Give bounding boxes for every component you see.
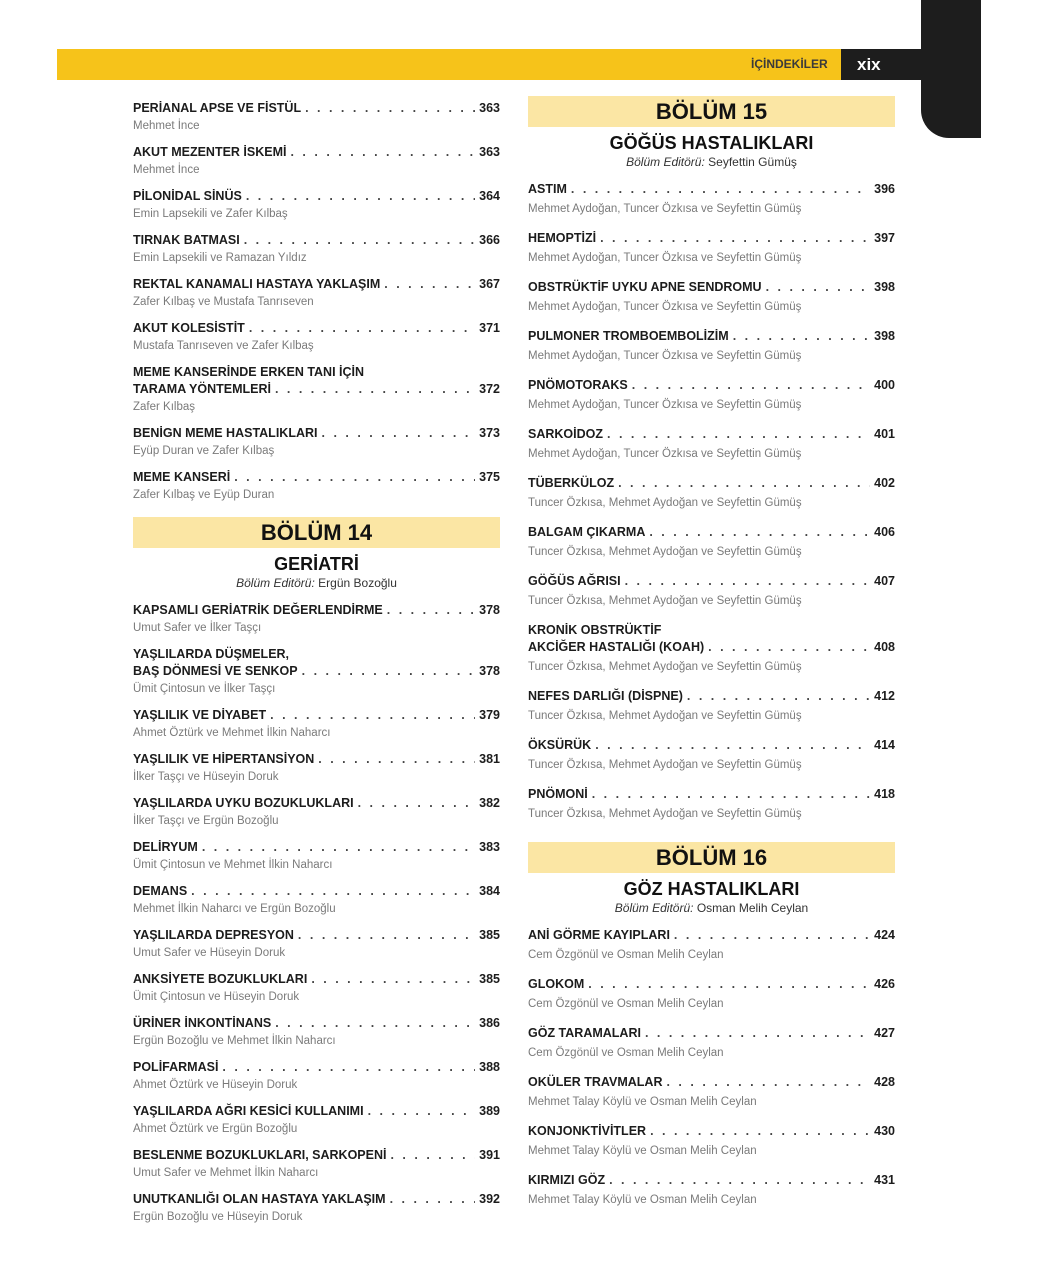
toc-entry-page: 363 bbox=[479, 101, 500, 115]
toc-entry-page: 398 bbox=[874, 329, 895, 343]
toc-entry-page: 392 bbox=[479, 1192, 500, 1206]
toc-entry-title: GLOKOM bbox=[528, 977, 585, 991]
dot-leader bbox=[318, 751, 475, 768]
left-column bbox=[133, 100, 500, 1235]
dot-leader bbox=[222, 1059, 475, 1076]
toc-entry-page: 424 bbox=[874, 928, 895, 942]
toc-entry-authors: Mehmet Aydoğan, Tuncer Özkısa ve Seyfettin Gümüş bbox=[528, 350, 802, 362]
toc-entry-page: 431 bbox=[874, 1173, 895, 1187]
toc-entry-page: 408 bbox=[874, 640, 895, 654]
toc-entry-title-line bbox=[133, 1103, 500, 1120]
toc-entry-authors: Cem Özgönül ve Osman Melih Ceylan bbox=[528, 1047, 724, 1059]
toc-entry-authors: Emin Lapsekili ve Ramazan Yıldız bbox=[133, 252, 307, 264]
toc-entry-title: YAŞLILIK VE DİYABET bbox=[133, 708, 267, 722]
editor-name: Ergün Bozoğlu bbox=[318, 576, 397, 590]
toc-entry-title-line bbox=[133, 1147, 500, 1164]
toc-entry[interactable] bbox=[133, 707, 500, 741]
toc-entry-page: 398 bbox=[874, 280, 895, 294]
dot-leader bbox=[305, 100, 475, 117]
dot-leader bbox=[246, 188, 475, 205]
toc-entry[interactable] bbox=[133, 144, 500, 178]
toc-entry-authors: Mustafa Tanrıseven ve Zafer Kılbaş bbox=[133, 340, 314, 352]
toc-entry-title-line bbox=[528, 927, 895, 944]
toc-entry-title: PNÖMONİ bbox=[528, 787, 588, 801]
toc-entry[interactable] bbox=[133, 602, 500, 636]
toc-entry-page: 385 bbox=[479, 928, 500, 942]
toc-entry-authors: Mehmet İnce bbox=[133, 120, 200, 132]
toc-entry-title: GÖZ TARAMALARI bbox=[528, 1026, 641, 1040]
toc-entry-title-line bbox=[133, 144, 500, 161]
toc-entry-title: ÜRİNER İNKONTİNANS bbox=[133, 1016, 272, 1030]
toc-entry-page: 384 bbox=[479, 884, 500, 898]
toc-entry-title: ANİ GÖRME KAYIPLARI bbox=[528, 928, 670, 942]
toc-entry-authors: Mehmet Aydoğan, Tuncer Özkısa ve Seyfettin Gümüş bbox=[528, 448, 802, 460]
toc-entry-authors: Ümit Çintosun ve Mehmet İlkin Naharcı bbox=[133, 859, 333, 871]
toc-entry-authors: Mehmet Aydoğan, Tuncer Özkısa ve Seyfettin Gümüş bbox=[528, 301, 802, 313]
toc-entry-title: KIRMIZI GÖZ bbox=[528, 1173, 606, 1187]
toc-entry-title-line1: KRONİK OBSTRÜKTİF bbox=[528, 623, 662, 637]
toc-entry[interactable] bbox=[133, 1147, 500, 1181]
toc-entry-title: AKUT MEZENTER İSKEMİ bbox=[133, 145, 287, 159]
toc-entry[interactable] bbox=[528, 328, 895, 364]
dot-leader bbox=[270, 707, 475, 724]
toc-entry-page: 366 bbox=[479, 233, 500, 247]
toc-entry-page: 388 bbox=[479, 1060, 500, 1074]
toc-entry-authors: Emin Lapsekili ve Zafer Kılbaş bbox=[133, 208, 288, 220]
toc-entry-title: OKÜLER TRAVMALAR bbox=[528, 1075, 663, 1089]
toc-entry-title-line bbox=[528, 688, 895, 705]
dot-leader bbox=[708, 639, 870, 656]
dot-leader bbox=[607, 426, 870, 443]
editor-label: Bölüm Editörü: bbox=[614, 901, 694, 915]
toc-entry-title: PNÖMOTORAKS bbox=[528, 378, 628, 392]
toc-entry[interactable] bbox=[528, 688, 895, 724]
toc-entry-authors: Umut Safer ve Hüseyin Doruk bbox=[133, 947, 286, 959]
dot-leader bbox=[666, 1074, 870, 1091]
toc-entry-authors: Tuncer Özkısa, Mehmet Aydoğan ve Seyfettin Gümüş bbox=[528, 546, 802, 558]
toc-entry-authors: Ahmet Öztürk ve Hüseyin Doruk bbox=[133, 1079, 298, 1091]
toc-entry-title-line bbox=[133, 602, 500, 619]
toc-entry-title: YAŞLILARDA UYKU BOZUKLUKLARI bbox=[133, 796, 354, 810]
toc-entry-title-line1: YAŞLILARDA DÜŞMELER, bbox=[133, 647, 290, 661]
chapter-16-banner: BÖLÜM 16 bbox=[528, 842, 895, 873]
toc-entry-title: PULMONER TROMBOEMBOLİZİM bbox=[528, 329, 729, 343]
toc-entry-title-line bbox=[528, 279, 895, 296]
toc-entry-title-line bbox=[528, 1025, 895, 1042]
toc-entry-title-line bbox=[528, 737, 895, 754]
toc-entry-authors: Zafer Kılbaş ve Eyüp Duran bbox=[133, 489, 275, 501]
toc-entry-page: 378 bbox=[479, 664, 500, 678]
dot-leader bbox=[618, 475, 870, 492]
editor-name: Seyfettin Gümüş bbox=[708, 155, 797, 169]
toc-entry-title-line bbox=[528, 475, 895, 492]
chapter-14-entries bbox=[133, 602, 500, 1225]
toc-entry-title-line bbox=[133, 883, 500, 900]
toc-entry-page: 400 bbox=[874, 378, 895, 392]
toc-entry-title: ASTIM bbox=[528, 182, 567, 196]
toc-entry[interactable] bbox=[528, 1074, 895, 1110]
toc-entry[interactable] bbox=[133, 646, 500, 697]
toc-entry-title-line bbox=[528, 786, 895, 803]
toc-entry-title: YAŞLILARDA DEPRESYON bbox=[133, 928, 294, 942]
toc-entry-authors: Mehmet Talay Köylü ve Osman Melih Ceylan bbox=[528, 1194, 757, 1206]
dot-leader bbox=[390, 1191, 476, 1208]
toc-entry[interactable] bbox=[528, 377, 895, 413]
toc-entry-page: 385 bbox=[479, 972, 500, 986]
toc-entry-title-line bbox=[133, 188, 500, 205]
toc-entry-page: 412 bbox=[874, 689, 895, 703]
dot-leader bbox=[202, 839, 475, 856]
dot-leader bbox=[571, 181, 870, 198]
toc-entry-page: 426 bbox=[874, 977, 895, 991]
toc-entry[interactable] bbox=[528, 1123, 895, 1159]
toc-entry[interactable] bbox=[528, 475, 895, 511]
toc-entry-page: 430 bbox=[874, 1124, 895, 1138]
toc-entry[interactable] bbox=[528, 927, 895, 963]
toc-entry-authors: Ahmet Öztürk ve Ergün Bozoğlu bbox=[133, 1123, 298, 1135]
toc-entry-title: DELİRYUM bbox=[133, 840, 198, 854]
dot-leader bbox=[632, 377, 870, 394]
toc-entry-authors: Mehmet İnce bbox=[133, 164, 200, 176]
toc-entry-page: 382 bbox=[479, 796, 500, 810]
dot-leader bbox=[600, 230, 870, 247]
toc-entry-title: BAŞ DÖNMESİ VE SENKOP bbox=[133, 664, 298, 678]
toc-entry-authors: Umut Safer ve Mehmet İlkin Naharcı bbox=[133, 1167, 319, 1179]
toc-entry[interactable] bbox=[528, 622, 895, 675]
toc-header-label: İÇİNDEKİLER bbox=[751, 57, 828, 71]
toc-entry-title-line bbox=[133, 381, 500, 398]
toc-entry-title-line bbox=[528, 573, 895, 590]
toc-entry-page: 401 bbox=[874, 427, 895, 441]
dot-leader bbox=[358, 795, 476, 812]
toc-entry-title: TÜBERKÜLOZ bbox=[528, 476, 615, 490]
toc-entry-authors: Tuncer Özkısa, Mehmet Aydoğan ve Seyfettin Gümüş bbox=[528, 808, 802, 820]
toc-entry[interactable] bbox=[528, 1172, 895, 1208]
dot-leader bbox=[592, 786, 870, 803]
toc-entry[interactable] bbox=[133, 839, 500, 873]
editor-label: Bölüm Editörü: bbox=[236, 576, 315, 590]
toc-entry-title-line bbox=[528, 230, 895, 247]
toc-entry-title-line bbox=[133, 971, 500, 988]
toc-entry[interactable] bbox=[528, 230, 895, 266]
toc-entry-authors: Zafer Kılbaş bbox=[133, 401, 195, 413]
dot-leader bbox=[595, 737, 870, 754]
toc-entry[interactable] bbox=[133, 1191, 500, 1225]
toc-entry-authors: Tuncer Özkısa, Mehmet Aydoğan ve Seyfettin Gümüş bbox=[528, 759, 802, 771]
toc-entry-page: 373 bbox=[479, 426, 500, 440]
toc-entry-title-line bbox=[528, 639, 895, 656]
toc-entry-title-line bbox=[528, 1172, 895, 1189]
toc-entry[interactable] bbox=[133, 232, 500, 266]
toc-entry-page: 407 bbox=[874, 574, 895, 588]
toc-entry-title: KONJONKTİVİTLER bbox=[528, 1124, 647, 1138]
toc-entry-title: AKUT KOLESİSTİT bbox=[133, 321, 245, 335]
toc-entry-title-line bbox=[133, 707, 500, 724]
toc-entry[interactable] bbox=[133, 927, 500, 961]
toc-entry-authors: Mehmet Aydoğan, Tuncer Özkısa ve Seyfettin Gümüş bbox=[528, 399, 802, 411]
toc-entry[interactable] bbox=[528, 1025, 895, 1061]
toc-entry-title-line bbox=[133, 663, 500, 680]
dot-leader bbox=[302, 663, 476, 680]
dot-leader bbox=[588, 976, 870, 993]
toc-entry-title: BESLENME BOZUKLUKLARI, SARKOPENİ bbox=[133, 1148, 387, 1162]
toc-entry[interactable] bbox=[133, 1103, 500, 1137]
toc-entry-title: GÖĞÜS AĞRISI bbox=[528, 574, 621, 588]
toc-entry-title: DEMANS bbox=[133, 884, 188, 898]
toc-entry-title: PERİANAL APSE VE FİSTÜL bbox=[133, 101, 302, 115]
dot-leader bbox=[649, 524, 870, 541]
dot-leader bbox=[687, 688, 870, 705]
chapter-16-title: GÖZ HASTALIKLARI bbox=[623, 879, 800, 899]
toc-entry-title: OBSTRÜKTİF UYKU APNE SENDROMU bbox=[528, 280, 762, 294]
toc-entry-authors: Mehmet Talay Köylü ve Osman Melih Ceylan bbox=[528, 1096, 757, 1108]
toc-entry-title-line bbox=[528, 377, 895, 394]
toc-entry-authors: Tuncer Özkısa, Mehmet Aydoğan ve Seyfettin Gümüş bbox=[528, 595, 802, 607]
toc-entry-authors: İlker Taşçı ve Hüseyin Doruk bbox=[133, 771, 279, 783]
toc-entry-authors: Zafer Kılbaş ve Mustafa Tanrıseven bbox=[133, 296, 314, 308]
toc-entry-title: SARKOİDOZ bbox=[528, 427, 603, 441]
toc-entry-authors: Ümit Çintosun ve Hüseyin Doruk bbox=[133, 991, 300, 1003]
toc-entry-title-line bbox=[528, 426, 895, 443]
toc-entry-title-line bbox=[133, 320, 500, 337]
toc-entry-page: 414 bbox=[874, 738, 895, 752]
toc-entry-title-line bbox=[133, 927, 500, 944]
toc-entry-title: BENİGN MEME HASTALIKLARI bbox=[133, 426, 318, 440]
toc-entry[interactable] bbox=[133, 100, 500, 134]
toc-entry-title-line bbox=[528, 1074, 895, 1091]
toc-entry[interactable] bbox=[133, 320, 500, 354]
toc-entry-title-line bbox=[528, 524, 895, 541]
toc-entry-title: UNUTKANLIĞI OLAN HASTAYA YAKLAŞIM bbox=[133, 1192, 386, 1206]
toc-entry[interactable] bbox=[528, 976, 895, 1012]
toc-entry[interactable] bbox=[528, 573, 895, 609]
toc-entry[interactable] bbox=[528, 524, 895, 560]
dot-leader bbox=[625, 573, 871, 590]
toc-entry-title-line bbox=[133, 469, 500, 486]
toc-entry-authors: Tuncer Özkısa, Mehmet Aydoğan ve Seyfettin Gümüş bbox=[528, 661, 802, 673]
toc-entry-title: NEFES DARLIĞI (DİSPNE) bbox=[528, 689, 683, 703]
toc-entry-title: AKCİĞER HASTALIĞI (KOAH) bbox=[528, 640, 705, 654]
toc-entry-authors: Mehmet İlkin Naharcı ve Ergün Bozoğlu bbox=[133, 903, 336, 915]
toc-entry-authors: Mehmet Aydoğan, Tuncer Özkısa ve Seyfettin Gümüş bbox=[528, 203, 802, 215]
toc-entry-page: 383 bbox=[479, 840, 500, 854]
chapter-14-editor bbox=[133, 576, 500, 590]
chapter-16-editor bbox=[528, 901, 895, 915]
left-entries-list bbox=[133, 100, 500, 503]
toc-entry-page: 381 bbox=[479, 752, 500, 766]
toc-entry[interactable] bbox=[528, 279, 895, 315]
toc-entry-title: YAŞLILIK VE HİPERTANSİYON bbox=[133, 752, 315, 766]
toc-entry-title-line bbox=[133, 839, 500, 856]
toc-entry-title: PİLONİDAL SİNÜS bbox=[133, 189, 242, 203]
toc-entry-page: 428 bbox=[874, 1075, 895, 1089]
dot-leader bbox=[387, 602, 475, 619]
toc-entry-page: 396 bbox=[874, 182, 895, 196]
dot-leader bbox=[298, 927, 475, 944]
toc-entry[interactable] bbox=[133, 276, 500, 310]
toc-entry-title-line bbox=[528, 976, 895, 993]
dot-leader bbox=[733, 328, 870, 345]
toc-entry-authors: Cem Özgönül ve Osman Melih Ceylan bbox=[528, 998, 724, 1010]
toc-entry-authors: Tuncer Özkısa, Mehmet Aydoğan ve Seyfettin Gümüş bbox=[528, 710, 802, 722]
toc-entry-title: TARAMA YÖNTEMLERİ bbox=[133, 382, 271, 396]
dot-leader bbox=[609, 1172, 870, 1189]
toc-entry-authors: İlker Taşçı ve Ergün Bozoğlu bbox=[133, 815, 279, 827]
dot-leader bbox=[249, 320, 475, 337]
dot-leader bbox=[650, 1123, 870, 1140]
dot-leader bbox=[674, 927, 870, 944]
toc-entry-title: POLİFARMASİ bbox=[133, 1060, 219, 1074]
toc-entry-authors: Eyüp Duran ve Zafer Kılbaş bbox=[133, 445, 275, 457]
toc-entry[interactable] bbox=[133, 1015, 500, 1049]
toc-entry[interactable] bbox=[133, 795, 500, 829]
chapter-15-editor bbox=[528, 155, 895, 169]
page-number: xix bbox=[841, 49, 921, 80]
chapter-15-title: GÖĞÜS HASTALIKLARI bbox=[609, 133, 814, 153]
toc-entry[interactable] bbox=[528, 181, 895, 217]
toc-entry[interactable] bbox=[133, 1059, 500, 1093]
toc-entry-authors: Umut Safer ve İlker Taşçı bbox=[133, 622, 262, 634]
toc-entry[interactable] bbox=[133, 469, 500, 503]
dot-leader bbox=[275, 1015, 475, 1032]
dot-leader bbox=[290, 144, 475, 161]
page-corner-tab bbox=[921, 0, 981, 138]
toc-entry-title-line bbox=[133, 276, 500, 293]
toc-entry[interactable] bbox=[528, 786, 895, 822]
dot-leader bbox=[275, 381, 475, 398]
chapter-16-entries bbox=[528, 927, 895, 1208]
toc-entry-authors: Ahmet Öztürk ve Mehmet İlkin Naharcı bbox=[133, 727, 331, 739]
chapter-15 bbox=[528, 96, 895, 822]
toc-entry-authors: Mehmet Aydoğan, Tuncer Özkısa ve Seyfettin Gümüş bbox=[528, 252, 802, 264]
toc-entry-title-line bbox=[133, 425, 500, 442]
toc-entry-page: 427 bbox=[874, 1026, 895, 1040]
toc-entry-title-line bbox=[528, 1123, 895, 1140]
editor-name: Osman Melih Ceylan bbox=[696, 901, 809, 915]
toc-entry[interactable] bbox=[133, 188, 500, 222]
toc-entry-title-line bbox=[133, 1059, 500, 1076]
toc-entry-title: YAŞLILARDA AĞRI KESİCİ KULLANIMI bbox=[133, 1104, 364, 1118]
toc-entry-page: 397 bbox=[874, 231, 895, 245]
toc-entry-page: 375 bbox=[479, 470, 500, 484]
toc-entry-authors: Mehmet Talay Köylü ve Osman Melih Ceylan bbox=[528, 1145, 757, 1157]
right-column bbox=[528, 96, 895, 1221]
dot-leader bbox=[368, 1103, 476, 1120]
toc-entry-page: 364 bbox=[479, 189, 500, 203]
toc-entry[interactable] bbox=[133, 971, 500, 1005]
toc-entry-page: 406 bbox=[874, 525, 895, 539]
toc-entry-title-line bbox=[133, 232, 500, 249]
toc-entry[interactable] bbox=[528, 426, 895, 462]
toc-entry-page: 372 bbox=[479, 382, 500, 396]
toc-entry-title-line1: MEME KANSERİNDE ERKEN TANI İÇİN bbox=[133, 365, 365, 379]
toc-entry-page: 378 bbox=[479, 603, 500, 617]
toc-entry-title-line bbox=[133, 1015, 500, 1032]
toc-entry[interactable] bbox=[528, 737, 895, 773]
toc-entry-authors: Ergün Bozoğlu ve Hüseyin Doruk bbox=[133, 1211, 303, 1223]
toc-entry-authors: Cem Özgönül ve Osman Melih Ceylan bbox=[528, 949, 724, 961]
chapter-15-entries bbox=[528, 181, 895, 822]
dot-leader bbox=[766, 279, 871, 296]
toc-entry-page: 389 bbox=[479, 1104, 500, 1118]
toc-entry[interactable] bbox=[133, 751, 500, 785]
toc-entry-title: MEME KANSERİ bbox=[133, 470, 231, 484]
toc-entry-title: REKTAL KANAMALI HASTAYA YAKLAŞIM bbox=[133, 277, 381, 291]
toc-entry-title-line bbox=[133, 100, 500, 117]
toc-entry-page: 367 bbox=[479, 277, 500, 291]
toc-entry-authors: Tuncer Özkısa, Mehmet Aydoğan ve Seyfettin Gümüş bbox=[528, 497, 802, 509]
toc-entry-title: TIRNAK BATMASI bbox=[133, 233, 240, 247]
dot-leader bbox=[191, 883, 475, 900]
toc-entry-title: ÖKSÜRÜK bbox=[528, 738, 592, 752]
toc-entry-title: ANKSİYETE BOZUKLUKLARI bbox=[133, 972, 308, 986]
chapter-16 bbox=[528, 842, 895, 1208]
dot-leader bbox=[244, 232, 475, 249]
toc-entry-page: 386 bbox=[479, 1016, 500, 1030]
chapter-14-banner: BÖLÜM 14 bbox=[133, 517, 500, 548]
toc-entry[interactable] bbox=[133, 883, 500, 917]
toc-entry[interactable] bbox=[133, 425, 500, 459]
toc-entry-title-line bbox=[528, 328, 895, 345]
dot-leader bbox=[311, 971, 475, 988]
toc-entry-page: 371 bbox=[479, 321, 500, 335]
toc-entry-page: 363 bbox=[479, 145, 500, 159]
toc-entry-title: BALGAM ÇIKARMA bbox=[528, 525, 646, 539]
toc-entry-page: 379 bbox=[479, 708, 500, 722]
chapter-14-title: GERİATRİ bbox=[274, 554, 359, 574]
toc-entry-title-line bbox=[133, 751, 500, 768]
toc-entry-title-line bbox=[133, 795, 500, 812]
dot-leader bbox=[390, 1147, 475, 1164]
chapter-15-banner: BÖLÜM 15 bbox=[528, 96, 895, 127]
chapter-14 bbox=[133, 517, 500, 1225]
toc-entry-title-line bbox=[133, 1191, 500, 1208]
dot-leader bbox=[322, 425, 476, 442]
toc-entry-page: 418 bbox=[874, 787, 895, 801]
toc-entry-title-line bbox=[528, 181, 895, 198]
toc-entry-authors: Ergün Bozoğlu ve Mehmet İlkin Naharcı bbox=[133, 1035, 336, 1047]
dot-leader bbox=[384, 276, 475, 293]
dot-leader bbox=[234, 469, 475, 486]
toc-entry[interactable] bbox=[133, 364, 500, 415]
toc-entry-title: KAPSAMLI GERİATRİK DEĞERLENDİRME bbox=[133, 603, 383, 617]
toc-entry-page: 391 bbox=[479, 1148, 500, 1162]
editor-label: Bölüm Editörü: bbox=[626, 155, 705, 169]
toc-entry-page: 402 bbox=[874, 476, 895, 490]
toc-entry-authors: Ümit Çintosun ve İlker Taşçı bbox=[133, 683, 276, 695]
dot-leader bbox=[645, 1025, 870, 1042]
toc-entry-title: HEMOPTİZİ bbox=[528, 231, 597, 245]
